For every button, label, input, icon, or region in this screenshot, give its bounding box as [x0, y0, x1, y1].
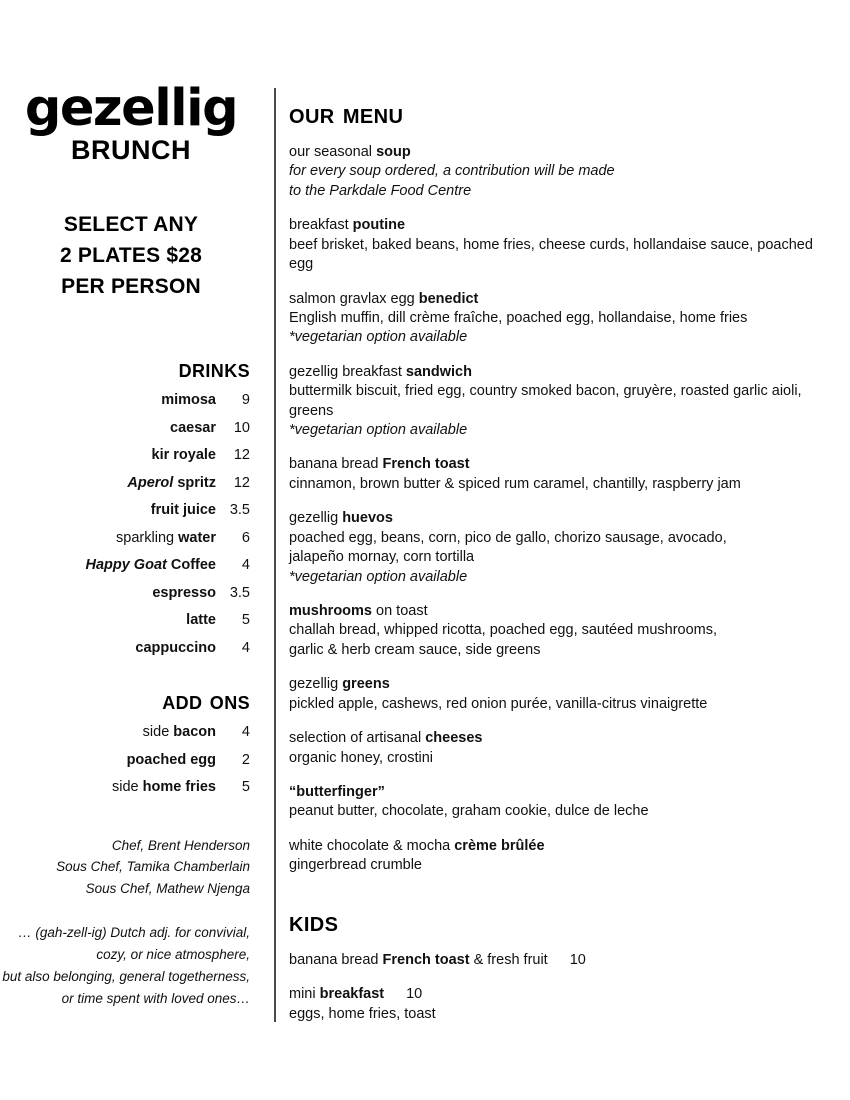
item-name-bold: latte [186, 612, 216, 629]
item-description: organic honey, crostini [289, 749, 434, 766]
item-title: gezellig greens [289, 676, 390, 693]
item-title-bold: greens [342, 676, 390, 693]
item-price: 4 [241, 639, 250, 656]
item-price: 6 [241, 529, 250, 546]
item-price: 5 [241, 612, 250, 629]
brand-subtitle: BRUNCH [71, 135, 191, 166]
menu-item [289, 837, 834, 876]
item-title: banana bread French toast [289, 456, 470, 473]
kids-items-list [289, 951, 834, 1024]
item-title-bold: huevos [342, 510, 393, 527]
item-price: 3.5 [229, 502, 250, 519]
chef-line: Chef, Brent Henderson [111, 837, 250, 853]
item-title: gezellig huevos [289, 510, 393, 527]
menu-item [289, 216, 834, 274]
menu-item [289, 675, 834, 714]
price-row [0, 531, 250, 546]
item-name [112, 780, 216, 795]
price-row [0, 393, 250, 408]
item-name [127, 476, 216, 491]
item-description: garlic & herb cream sauce, side greens [289, 641, 541, 658]
item-price: 10 [406, 986, 423, 1003]
gezellig-definition [0, 922, 262, 1009]
chef-line: Sous Chef, Tamika Chamberlain [56, 859, 250, 875]
item-title-bold: soup [376, 144, 411, 160]
item-description: poached egg, beans, corn, pico de gallo, chorizo sausage, avocado, [289, 529, 727, 546]
item-title-bold: “butterfinger” [289, 783, 385, 800]
item-price: 9 [241, 392, 250, 409]
item-name-bold: home fries [142, 779, 216, 796]
item-prefix: Aperol [127, 474, 174, 491]
item-note: to the Parkdale Food Centre [289, 182, 472, 199]
item-prefix: Happy Goat [85, 557, 167, 574]
item-name [161, 393, 216, 408]
item-price: 3.5 [229, 584, 250, 601]
offer-line-1: SELECT ANY [63, 213, 199, 237]
price-row [0, 780, 250, 795]
item-price: 4 [241, 557, 250, 574]
brand-block [0, 79, 262, 166]
menu-item [289, 602, 834, 660]
item-description: gingerbread crumble [289, 857, 422, 874]
item-prefix: sparkling [116, 529, 175, 546]
price-row [0, 448, 250, 463]
item-description: greens [289, 402, 334, 419]
item-name [151, 503, 216, 518]
item-note: *vegetarian option available [289, 568, 468, 585]
item-title: selection of artisanal cheeses [289, 730, 483, 747]
item-price: 12 [233, 474, 250, 491]
item-name-bold: cappuccino [135, 639, 216, 656]
drinks-heading: drinks [178, 355, 250, 384]
item-description: buttermilk biscuit, fried egg, country smoked bacon, gruyère, roasted garlic aioli, [289, 383, 802, 400]
item-title-bold: crème brûlée [454, 837, 545, 854]
item-note: *vegetarian option available [289, 422, 468, 439]
item-price: 2 [241, 751, 250, 768]
chef-line: Sous Chef, Mathew Njenga [85, 881, 250, 897]
item-title-bold: mushrooms [289, 603, 372, 620]
menu-items-list [289, 143, 834, 876]
item-title-bold: French toast [382, 951, 470, 968]
price-row [0, 586, 250, 601]
kids-item [289, 951, 834, 970]
definition-line: or time spent with loved ones… [61, 990, 250, 1006]
item-note: *vegetarian option available [289, 329, 468, 346]
item-title: mushrooms on toast [289, 603, 428, 620]
item-title-bold: benedict [418, 290, 479, 307]
item-name [143, 725, 216, 740]
price-row [0, 725, 250, 740]
left-column [0, 79, 262, 1010]
menu-item [289, 729, 834, 768]
addons-list [0, 725, 262, 795]
item-description: jalapeño mornay, corn tortilla [289, 549, 475, 566]
item-description: peanut butter, chocolate, graham cookie, dulce de leche [289, 803, 649, 820]
item-name-bold: poached egg [126, 751, 216, 768]
item-price: 5 [241, 779, 250, 796]
item-name [186, 613, 216, 628]
item-price: 4 [241, 724, 250, 741]
item-name [116, 531, 216, 546]
offer-line-3: PER PERSON [61, 275, 201, 299]
item-title-bold: sandwich [405, 363, 472, 380]
price-row [0, 503, 250, 518]
item-title: mini breakfast 10 [289, 985, 834, 1004]
price-row [0, 613, 250, 628]
menu-item [289, 143, 834, 201]
item-name-bold: Coffee [170, 557, 216, 574]
item-name [85, 558, 216, 573]
menu-item [289, 509, 834, 587]
item-description: challah bread, whipped ricotta, poached egg, sautéed mushrooms, [289, 622, 718, 639]
definition-line: … (gah-zell-ig) Dutch adj. for convivial, [18, 925, 250, 941]
item-description: beef brisket, baked beans, home fries, cheese curds, hollandaise sauce, poached egg [289, 236, 813, 273]
price-row [0, 753, 250, 768]
item-name-bold: fruit juice [150, 502, 216, 519]
menu-item [289, 783, 834, 822]
item-name [152, 586, 216, 601]
item-name-bold: bacon [173, 724, 216, 741]
item-name-bold: caesar [170, 419, 216, 436]
offer-block [0, 210, 262, 303]
price-row [0, 421, 250, 436]
item-title: gezellig breakfast sandwich [289, 363, 472, 380]
item-price: 10 [569, 951, 586, 968]
item-title-bold: cheeses [425, 730, 483, 747]
item-title: breakfast poutine [289, 217, 406, 234]
kids-item [289, 985, 834, 1024]
item-name [152, 448, 217, 463]
right-column [289, 98, 834, 1039]
definition-line: but also belonging, general togetherness, [2, 968, 250, 984]
price-row [0, 476, 250, 491]
item-name-bold: mimosa [161, 392, 216, 409]
item-title-bold: French toast [382, 456, 470, 473]
item-name [135, 641, 216, 656]
item-name-bold: espresso [152, 584, 216, 601]
column-divider [274, 88, 276, 1022]
item-name-bold: spritz [177, 474, 216, 491]
drinks-list [0, 393, 262, 655]
item-price: 12 [233, 447, 250, 464]
brand-wordmark: gezellig [24, 79, 238, 138]
item-name-bold: kir royale [151, 447, 216, 464]
item-description: eggs, home fries, toast [289, 1005, 436, 1022]
definition-line: cozy, or nice atmosphere, [96, 946, 250, 962]
item-prefix: side [112, 779, 139, 796]
item-title: salmon gravlax egg benedict [289, 290, 479, 307]
item-description: pickled apple, cashews, red onion purée, vanilla-citrus vinaigrette [289, 695, 708, 712]
item-note: for every soup ordered, a contribution will be made [289, 163, 615, 180]
item-title: banana bread French toast & fresh fruit 10 [289, 951, 834, 970]
price-row [0, 641, 250, 656]
offer-line-2: 2 PLATES $28 [59, 244, 203, 268]
item-name [127, 753, 216, 768]
item-name [170, 421, 216, 436]
item-title: our seasonal soup [289, 144, 411, 160]
chefs-credits [0, 835, 262, 901]
item-title-bold: poutine [352, 217, 406, 234]
menu-item [289, 290, 834, 348]
addons-heading: add ons [162, 687, 250, 716]
item-description: English muffin, dill crème fraîche, poached egg, hollandaise, home fries [289, 309, 748, 326]
menu-item [289, 363, 834, 441]
item-title: white chocolate & mocha crème brûlée [289, 837, 545, 854]
kids-heading: kids [289, 905, 339, 937]
price-row [0, 558, 250, 573]
item-prefix: side [142, 724, 170, 741]
item-title-bold: breakfast [319, 986, 385, 1003]
item-price: 10 [233, 419, 250, 436]
menu-item [289, 455, 834, 494]
item-name-bold: water [178, 529, 216, 546]
item-title [289, 783, 834, 802]
menu-heading: our menu [289, 98, 404, 129]
item-description: cinnamon, brown butter & spiced rum caramel, chantilly, raspberry jam [289, 475, 741, 492]
